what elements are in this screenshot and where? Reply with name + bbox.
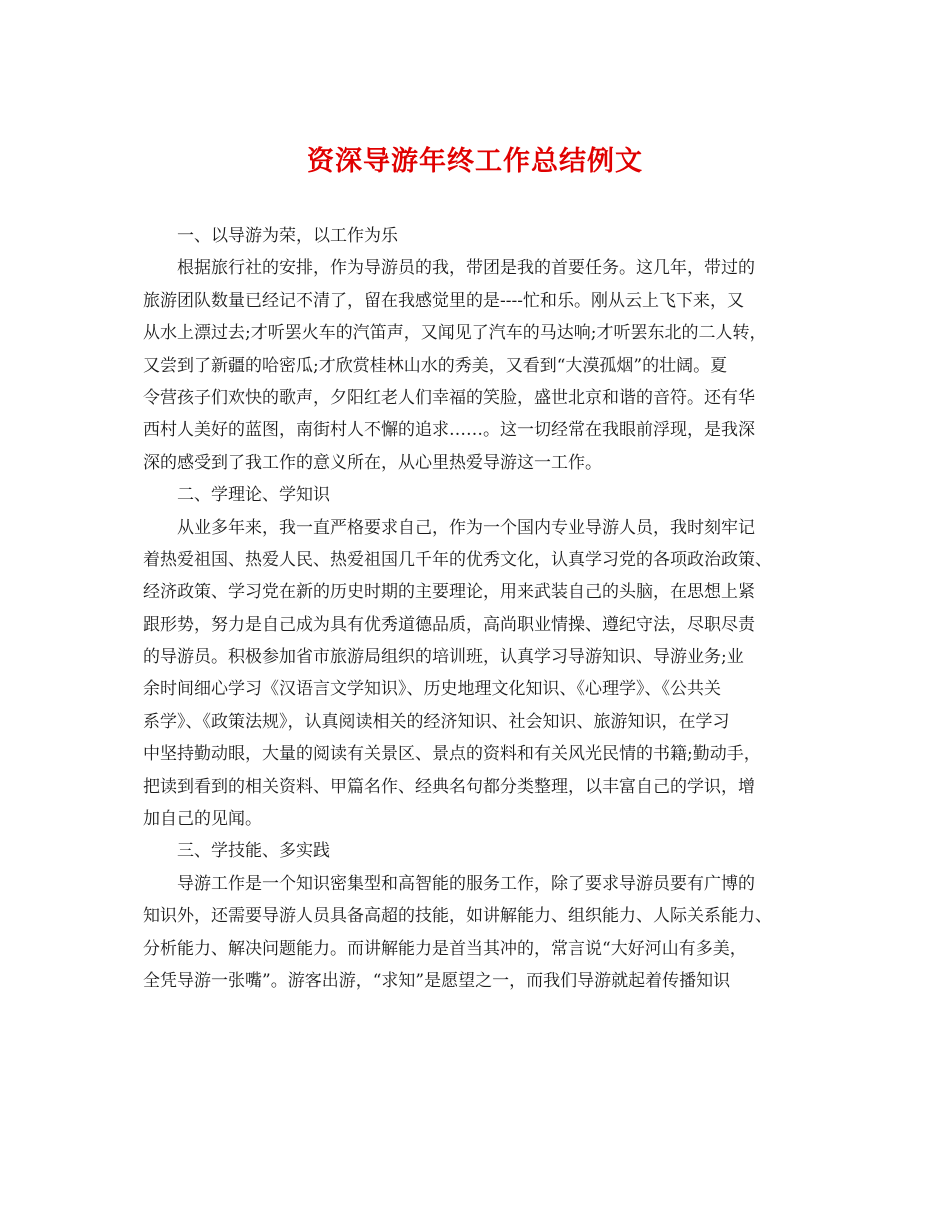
text-line: 从水上漂过去;才听罢火车的汽笛声，又闻见了汽车的马达响;才听罢东北的二人转，	[143, 323, 767, 344]
text-line: 跟形势，努力是自己成为具有优秀道德品质，高尚职业情操、遵纪守法，尽职尽责	[143, 614, 755, 635]
document-body	[143, 220, 813, 997]
text-line: 把读到看到的相关资料、甲篇名作、经典名句都分类整理，以丰富自己的学识，增	[143, 776, 755, 797]
text-line: 一、以导游为荣，以工作为乐	[177, 226, 398, 246]
text-line: 着热爱祖国、热爱人民、热爱祖国几千年的优秀文化，认真学习党的各项政治政策、	[143, 549, 772, 570]
text-line: 导游工作是一个知识密集型和高智能的服务工作，除了要求导游员要有广博的	[177, 873, 755, 894]
text-line: 二、学理论、学知识	[177, 485, 330, 506]
text-line: 余时间细心学习《汉语言文学知识》、历史地理文化知识、《心理学》、《公共关	[143, 679, 721, 700]
text-line: 令营孩子们欢快的歌声，夕阳红老人们幸福的笑脸，盛世北京和谐的音符。还有华	[143, 387, 755, 408]
text-line: 系学》、《政策法规》，认真阅读相关的经济知识、社会知识、旅游知识，在学习	[143, 711, 730, 732]
text-line: 又尝到了新疆的哈密瓜;才欣赏桂林山水的秀美，又看到“大漠孤烟”的壮阔。夏	[143, 355, 728, 376]
text-line: 分析能力、解决问题能力。而讲解能力是首当其冲的，常言说“大好河山有多美，	[143, 938, 747, 959]
text-line: 旅游团队数量已经记不清了，留在我感觉里的是----忙和乐。刚从云上飞下来，又	[143, 290, 744, 311]
text-line: 根据旅行社的安排，作为导游员的我，带团是我的首要任务。这几年，带过的	[177, 258, 755, 279]
text-line: 西村人美好的蓝图，南街村人不懈的追求……。这一切经常在我眼前浮现，是我深	[143, 420, 755, 441]
text-line: 从业多年来，我一直严格要求自己，作为一个国内专业导游人员，我时刻牢记	[177, 517, 755, 538]
text-line: 的导游员。积极参加省市旅游局组织的培训班，认真学习导游知识、导游业务;业	[143, 647, 744, 668]
text-line: 全凭导游一张嘴”。游客出游，“求知”是愿望之一，而我们导游就起着传播知识	[143, 970, 731, 991]
text-line: 中坚持勤动眼，大量的阅读有关景区、景点的资料和有关风光民情的书籍;勤动手，	[143, 744, 761, 765]
text-line: 加自己的见闻。	[143, 809, 262, 830]
text-line: 经济政策、学习党在新的历史时期的主要理论，用来武装自己的头脑，在思想上紧	[143, 582, 755, 603]
text-line: 深的感受到了我工作的意义所在，从心里热爱导游这一工作。	[143, 452, 602, 473]
text-line: 三、学技能、多实践	[177, 841, 330, 862]
text-line: 知识外，还需要导游人员具备高超的技能，如讲解能力、组织能力、人际关系能力、	[143, 906, 772, 927]
document-title: 资深导游年终工作总结例文	[307, 146, 643, 177]
